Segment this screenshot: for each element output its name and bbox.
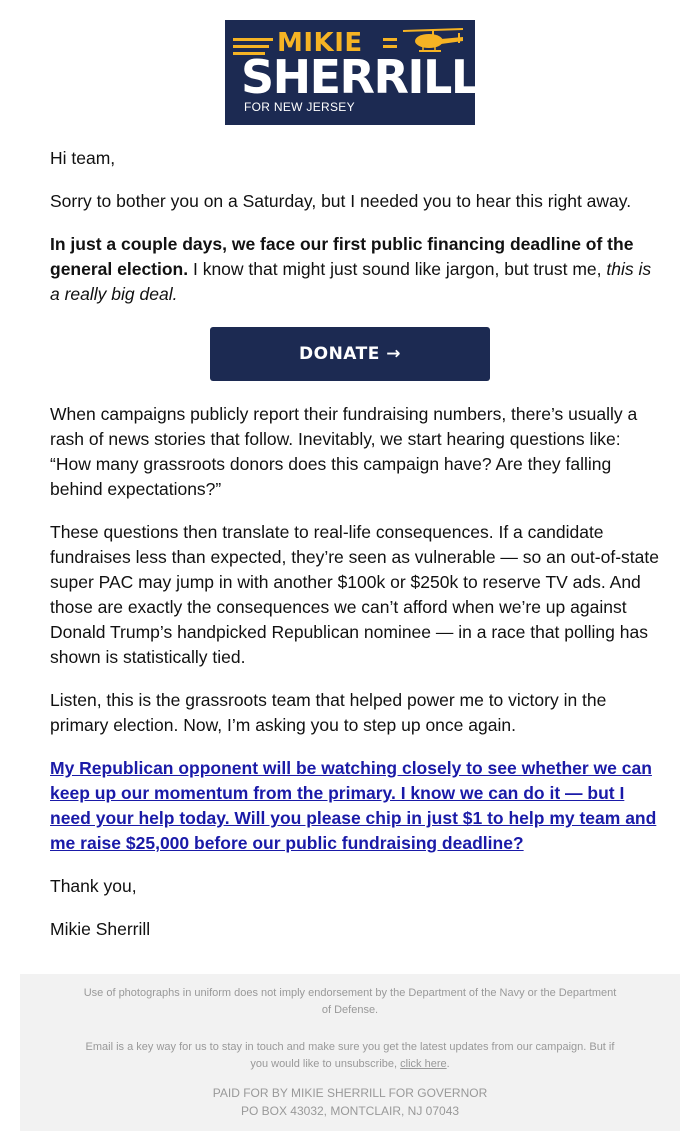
greeting: Hi team,	[50, 148, 116, 168]
email-footer	[20, 974, 680, 1131]
donate-button-row	[50, 327, 660, 381]
signoff: Thank you,	[50, 876, 137, 896]
unsubscribe-notice	[80, 1039, 620, 1073]
signature: Mikie Sherrill	[50, 919, 151, 939]
unsubscribe-link[interactable]: click here	[400, 1058, 447, 1070]
uniform-disclaimer: Use of photographs in uniform does not imply endorsement by the Department of the Navy or the Department of Defense.	[83, 987, 617, 1016]
paragraph-consequences: These questions then translate to real-life consequences. If a candidate fundraises less than expected, they’re seen as vulnerable — so an out-of-state super PAC may jump in with another $100k or $250k to reserve TV ads. And those are exactly the consequences we can’t afford when we’re up against Donald Trump’s handpicked Republican nominee — in a race that polling has shown is statistically tied.	[50, 522, 659, 667]
logo-first-name: MIKIE	[277, 28, 363, 58]
unsubscribe-text: Email is a key way for us to stay in touch and make sure you get the latest updates from our campaign. But if you would like to unsubscribe,	[85, 1041, 615, 1070]
paragraph-grassroots: Listen, this is the grassroots team that helped power me to victory in the primary election. Now, I’m asking you to step up once again.	[50, 690, 607, 735]
unsubscribe-period: .	[446, 1058, 450, 1070]
email-body	[50, 146, 660, 960]
paragraph-deadline	[50, 232, 660, 307]
donate-ask-link[interactable]: My Republican opponent will be watching closely to see whether we can keep up our momentum from the primary. I know we can do it — but I need your help today. Will you please chip in just $1 to help my team and me raise $25,000 before our public fundraising deadline?	[50, 758, 657, 853]
paragraph-intro: Sorry to bother you on a Saturday, but I needed you to hear this right away.	[50, 191, 632, 211]
deadline-italic-text: this is a really big deal.	[50, 259, 652, 304]
donate-button[interactable]: DONATE →	[210, 327, 490, 381]
paid-for-text: PAID FOR BY MIKIE SHERRILL FOR GOVERNOR	[212, 1086, 488, 1100]
campaign-logo	[225, 20, 479, 125]
logo-stripe	[233, 45, 269, 48]
deadline-bold-text: In just a couple days, we face our first public financing deadline of the general election.	[50, 234, 634, 279]
deadline-normal-text: I know that might just sound like jargon, but trust me,	[188, 259, 607, 279]
logo-stripe	[383, 45, 397, 48]
logo-stripe	[233, 38, 273, 41]
logo-tagline: FOR NEW JERSEY	[244, 100, 355, 114]
mailing-address: PO BOX 43032, MONTCLAIR, NJ 07043	[240, 1104, 460, 1118]
paid-for-block	[80, 1084, 620, 1120]
logo-last-name: SHERRILL	[241, 50, 479, 104]
paragraph-news: When campaigns publicly report their fundraising numbers, there’s usually a rash of news stories that follow. Inevitably, we start hearing questions like: “How many grassroots donors does this campaign have? Are they falling behind expectations?”	[50, 404, 638, 499]
logo-stripe	[383, 38, 397, 41]
